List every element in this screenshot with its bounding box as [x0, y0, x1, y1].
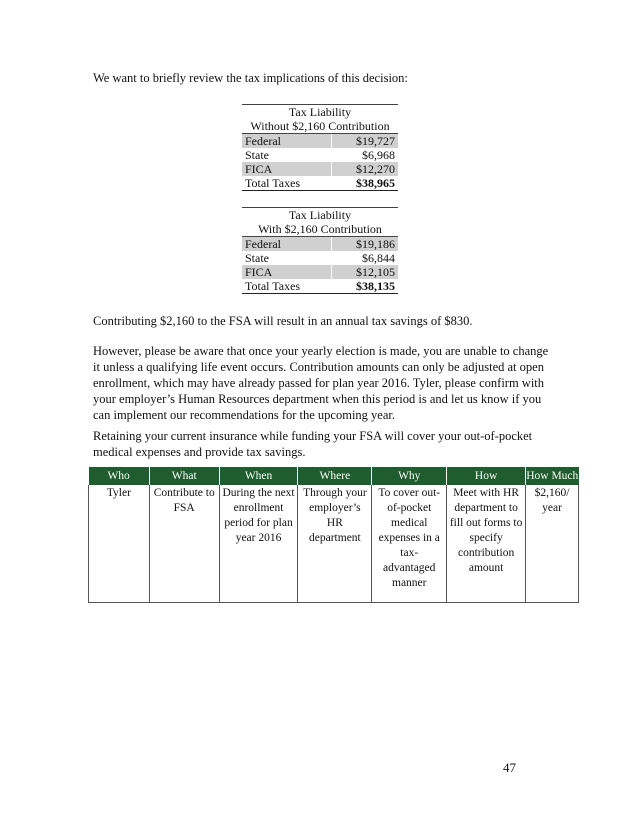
table-row	[242, 265, 398, 279]
table-row	[242, 162, 398, 176]
tax-label: FICA	[242, 265, 332, 279]
header-when: When	[219, 467, 298, 485]
table-subtitle: With $2,160 Contribution	[258, 222, 382, 236]
table-subtitle: Without $2,160 Contribution	[250, 119, 390, 133]
tax-amount: $12,270	[332, 162, 398, 176]
cell-why: To cover out-of-pocket medical expenses in a tax-advantaged manner	[372, 485, 447, 603]
table-row	[242, 251, 398, 265]
table-title: Tax Liability	[242, 105, 398, 120]
header-where: Where	[298, 467, 372, 485]
table-row	[89, 485, 579, 603]
cell-how: Meet with HR department to fill out forms to specify contribution amount	[447, 485, 526, 603]
cell-when: During the next enrollment period for plan year 2016	[219, 485, 298, 603]
total-amount: $38,135	[332, 279, 398, 294]
tax-label: Federal	[242, 237, 332, 252]
cell-where: Through your employer’s HR department	[298, 485, 372, 603]
table-row	[242, 148, 398, 162]
tax-amount: $6,968	[332, 148, 398, 162]
header-who: Who	[89, 467, 150, 485]
header-why: Why	[372, 467, 447, 485]
savings-text: Contributing $2,160 to the FSA will result in an annual tax savings of $830.	[93, 314, 473, 328]
tax-label: FICA	[242, 162, 332, 176]
tax-label: Federal	[242, 134, 332, 149]
table-title: Tax Liability	[242, 208, 398, 223]
table-header-row	[89, 467, 579, 485]
tax-label: State	[245, 148, 269, 162]
header-how: How	[447, 467, 526, 485]
tax-label: State	[245, 251, 269, 265]
page-number: 47	[503, 760, 516, 775]
total-row	[242, 176, 398, 191]
cell-what: Contribute to FSA	[149, 485, 219, 603]
tax-amount: $19,186	[332, 237, 398, 252]
total-label: Total Taxes	[242, 176, 332, 191]
tax-amount: $6,844	[332, 251, 398, 265]
cell-who: Tyler	[89, 485, 150, 603]
tax-amount: $12,105	[332, 265, 398, 279]
intro-text: We want to briefly review the tax implications of this decision:	[93, 71, 408, 85]
retaining-paragraph: Retaining your current insurance while funding your FSA will cover your out-of-pocket medical expenses and provide tax savings.	[93, 429, 533, 459]
header-how-much: How Much	[526, 467, 579, 485]
total-amount: $38,965	[332, 176, 398, 191]
table-row	[242, 134, 398, 149]
tax-table-without-contribution	[242, 104, 398, 191]
total-row	[242, 279, 398, 294]
warning-paragraph: However, please be aware that once your yearly election is made, you are unable to change it unless a qualifying life event occurs. Contribution amounts can only be adjusted at open enrollment, which may have already passed for plan year 2016. Tyler, please confirm with your employer’s Human Resources department when this period is and let us know if you can implement our recommendations for the upcoming year.	[93, 344, 549, 422]
header-what: What	[149, 467, 219, 485]
cell-how-much: $2,160/ year	[526, 485, 579, 603]
tax-table-with-contribution	[242, 207, 398, 294]
tax-amount: $19,727	[332, 134, 398, 149]
action-plan-table	[88, 467, 579, 603]
table-row	[242, 237, 398, 252]
total-label: Total Taxes	[242, 279, 332, 294]
